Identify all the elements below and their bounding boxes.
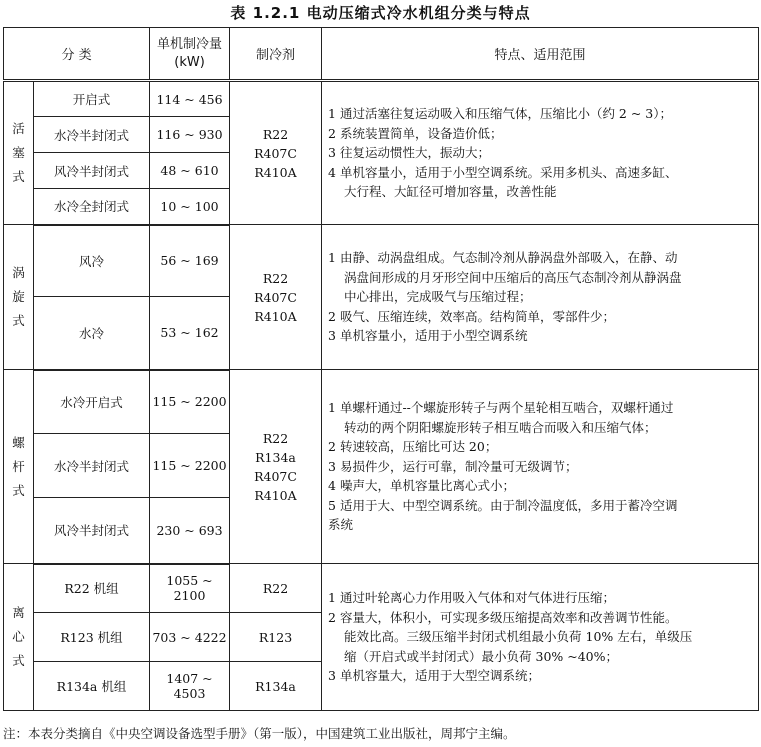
capacity-value: 53 ~ 162 [150,297,230,370]
features-text: 1 单螺杆通过--个螺旋形转子与两个星轮相互啮合，双螺杆通过 转动的两个阴阳螺旋形转子相互啮合而吸入和压缩气体； 2 转速较高，压缩比可达 20； 3 易损件少，运行可靠，制冷量可无级调节； 4 噪声大，单机容量比离心式小； 5 适用于大、中型空调系统。由于制冷温度低，多用于蓄冷空调 系统 [322,370,759,564]
header-capacity-line1: 单机制冷量 [157,36,223,52]
compressor-type: 水冷开启式 [34,370,150,434]
table-title: 表 1.2.1 电动压缩式冷水机组分类与特点 [230,4,531,22]
refrigerant-value: R22 [230,564,322,613]
features-text: 1 通过叶轮离心力作用吸入气体和对气体进行压缩； 2 容量大，体积小，可实现多级压缩提高效率和改善调节性能。 能效比高。三级压缩半封闭式机组最小负荷 10% 左右，单级压 缩（开启式或半封闭式）最小负荷 30% ~40%； 3 单机容量大，适用于大型空调系统； [322,564,759,711]
refrigerant-value: R123 [230,613,322,662]
refrigerant-list: R22 R407C R410A [230,81,322,225]
compressor-type: 水冷 [34,297,150,370]
header-features: 特点、适用范围 [322,28,759,81]
table-row [4,225,759,297]
features-text: 1 由静、动涡盘组成。气态制冷剂从静涡盘外部吸入，在静、动 涡盘间形成的月牙形空间中压缩后的高压气态制冷剂从静涡盘 中心排出，完成吸气与压缩过程； 2 吸气、压缩连续，效率高。结构简单，零部件少； 3 单机容量小，适用于小型空调系统 [322,225,759,370]
refrigerant-value: R134a [230,662,322,711]
header-capacity [150,28,230,81]
capacity-value: 56 ~ 169 [150,225,230,297]
capacity-value: 230 ~ 693 [150,498,230,564]
header-category: 分 类 [4,28,150,81]
capacity-value: 115 ~ 2200 [150,370,230,434]
capacity-value: 1407 ~ 4503 [150,662,230,711]
group-name-centrifugal: 离 心 式 [4,564,34,711]
features-text: 1 通过活塞往复运动吸入和压缩气体，压缩比小（约 2 ~ 3）； 2 系统装置简单，设备造价低； 3 往复运动惯性大，振动大； 4 单机容量小，适用于小型空调系统。采用多机头、高速多缸、 大行程、大缸径可增加容量，改善性能 [322,81,759,225]
table-row [4,81,759,117]
capacity-value: 116 ~ 930 [150,117,230,153]
capacity-value: 703 ~ 4222 [150,613,230,662]
capacity-value: 114 ~ 456 [150,81,230,117]
compressor-type: 开启式 [34,81,150,117]
compressor-type: R22 机组 [34,564,150,613]
compressor-type: 风冷半封闭式 [34,153,150,189]
compressor-type: 水冷半封闭式 [34,434,150,498]
header-row [4,28,759,81]
capacity-value: 1055 ~ 2100 [150,564,230,613]
header-refrigerant: 制冷剂 [230,28,322,81]
refrigerant-list: R22 R134a R407C R410A [230,370,322,564]
capacity-value: 48 ~ 610 [150,153,230,189]
classification-table [3,27,759,711]
compressor-type: R123 机组 [34,613,150,662]
capacity-value: 10 ~ 100 [150,189,230,225]
table-footnote: 注：本表分类摘自《中央空调设备选型手册》（第一版），中国建筑工业出版社，周邦宁主编。 [3,726,516,741]
compressor-type: 风冷 [34,225,150,297]
table-row [4,564,759,613]
capacity-value: 115 ~ 2200 [150,434,230,498]
compressor-type: R134a 机组 [34,662,150,711]
refrigerant-list: R22 R407C R410A [230,225,322,370]
compressor-type: 风冷半封闭式 [34,498,150,564]
compressor-type: 水冷半封闭式 [34,117,150,153]
header-capacity-line2: (kW) [174,54,205,70]
table-row [4,370,759,434]
group-name-piston: 活 塞 式 [4,81,34,225]
group-name-screw: 螺 杆 式 [4,370,34,564]
group-name-scroll: 涡 旋 式 [4,225,34,370]
compressor-type: 水冷全封闭式 [34,189,150,225]
